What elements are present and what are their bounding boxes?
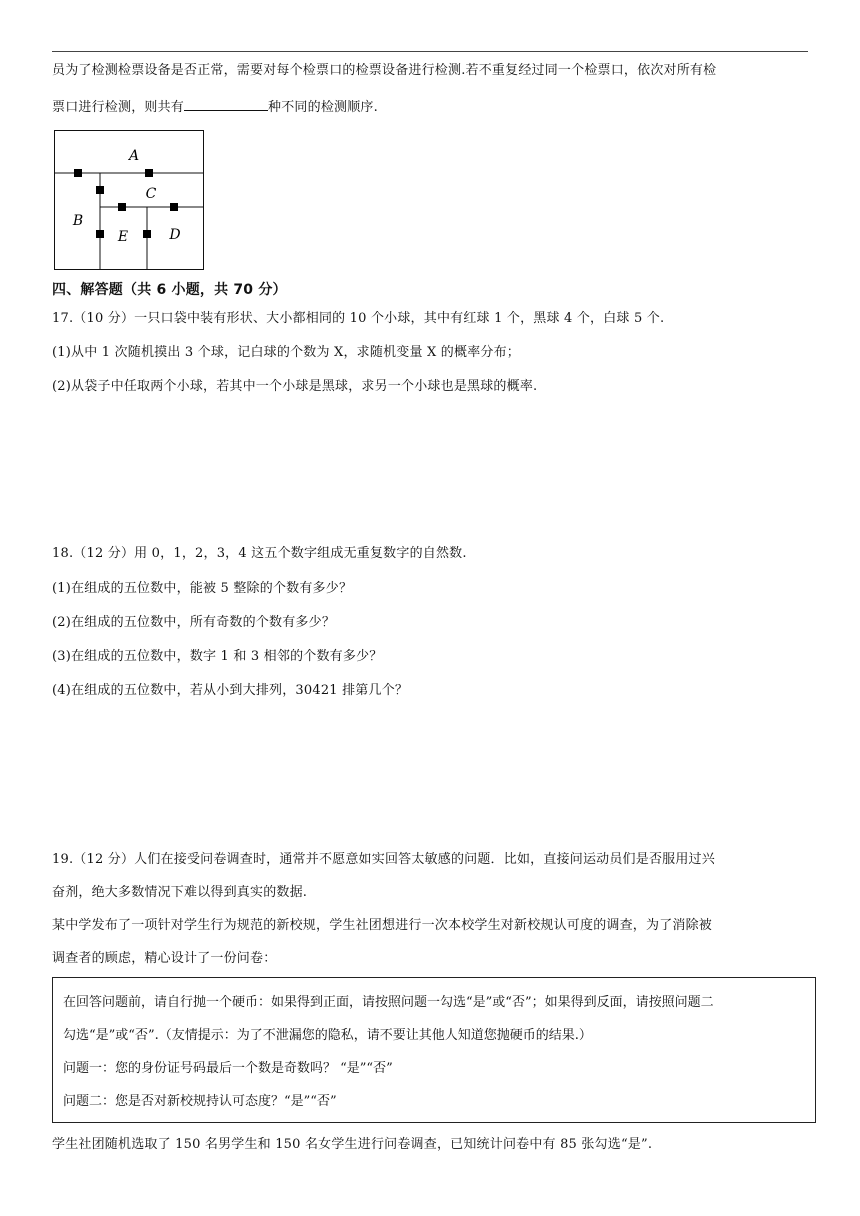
answer-blank[interactable]	[184, 98, 268, 111]
q18-part-3: (3)在组成的五位数中，数字 1 和 3 相邻的个数有多少？	[52, 649, 383, 664]
survey-question-2: 问题二：您是否对新校规持认可态度？“是”“否”	[63, 1094, 337, 1109]
q18-part-1: (1)在组成的五位数中，能被 5 整除的个数有多少？	[52, 581, 353, 596]
gate-marker	[145, 169, 153, 177]
intro-line-1: 员为了检测检票设备是否正常，需要对每个检票口的检票设备进行检测.若不重复经过同一个检票口，依次对所有检	[52, 63, 717, 78]
gate-marker	[96, 230, 104, 238]
survey-question-1: 问题一：您的身份证号码最后一个数是奇数吗？ “是”“否”	[63, 1061, 393, 1076]
q17-part-2: (2)从袋子中任取两个小球，若其中一个小球是黑球，求另一个小球也是黑球的概率.	[52, 379, 538, 394]
q19-stem-line-1: 19.（12 分）人们在接受问卷调查时，通常并不愿意如实回答太敏感的问题．比如，直接问运动员们是否服用过兴	[52, 852, 715, 867]
q19-stem-line-4: 调查者的顾虑，精心设计了一份问卷：	[52, 951, 277, 966]
q19-stem-line-2: 奋剂，绝大多数情况下难以得到真实的数据.	[52, 885, 308, 900]
gate-marker	[96, 186, 104, 194]
gate-marker	[118, 203, 126, 211]
q18-part-4: (4)在组成的五位数中，若从小到大排列，30421 排第几个？	[52, 683, 409, 698]
q18-part-2: (2)在组成的五位数中，所有奇数的个数有多少？	[52, 615, 336, 630]
gate-marker	[143, 230, 151, 238]
gate-marker	[74, 169, 82, 177]
region-label-a: A	[128, 148, 140, 164]
region-label-c: C	[145, 186, 157, 202]
survey-line-1: 在回答问题前，请自行抛一个硬币：如果得到正面，请按照问题一勾选“是”或“否”；如果得到反面，请按照问题二	[63, 995, 714, 1010]
intro-text-before-blank: 票口进行检测，则共有	[52, 100, 185, 115]
survey-line-2: 勾选“是”或“否”.（友情提示：为了不泄漏您的隐私，请不要让其他人知道您抛硬币的结果.）	[63, 1028, 592, 1043]
q19-stem-line-3: 某中学发布了一项针对学生行为规范的新校规，学生社团想进行一次本校学生对新校规认可度的调查，为了消除被	[52, 918, 713, 933]
q19-tail: 学生社团随机选取了 150 名男学生和 150 名女学生进行问卷调查，已知统计问卷中有 85 张勾选“是”.	[52, 1137, 653, 1152]
ticket-gate-diagram	[54, 130, 204, 270]
q17-part-1: (1)从中 1 次随机摸出 3 个球，记白球的个数为 X，求随机变量 X 的概率分布；	[52, 345, 520, 360]
intro-text-after-blank: 种不同的检测顺序.	[268, 100, 378, 115]
gate-marker	[170, 203, 178, 211]
region-label-b: B	[72, 213, 84, 229]
section-heading: 四、解答题（共 6 小题，共 70 分）	[52, 282, 287, 298]
q18-stem: 18.（12 分）用 0，1，2，3，4 这五个数字组成无重复数字的自然数.	[52, 546, 467, 561]
region-label-e: E	[117, 229, 129, 245]
header-rule	[52, 51, 808, 52]
region-label-d: D	[169, 227, 181, 243]
intro-line-2	[52, 98, 378, 116]
survey-box	[52, 977, 816, 1123]
q17-stem: 17.（10 分）一只口袋中装有形状、大小都相同的 10 个小球，其中有红球 1 个，黑球 4 个，白球 5 个.	[52, 311, 665, 326]
